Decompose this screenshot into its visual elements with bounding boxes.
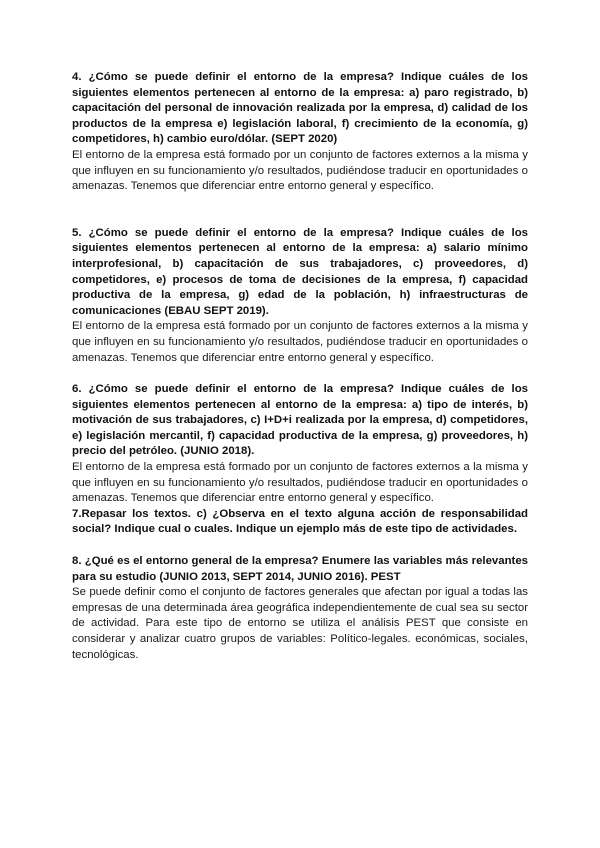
- question-block-5: [72, 226, 528, 366]
- document-page: [72, 70, 528, 663]
- question-block-6: [72, 382, 528, 507]
- answer-8-text: Se puede definir como el conjunto de factores generales que afectan por igual a todas las empresas de una determinada área geográfica independientemente de cual sea su sector de actividad. Para este tipo de entorno se utiliza el análisis PEST que consiste en considerar y analizar cuatro grupos de variables: Político-legales. económicas, sociales, tecnológicas.: [72, 586, 528, 661]
- answer-5-text: El entorno de la empresa está formado por un conjunto de factores externos a la misma y que influyen en su funcionamiento y/o resultados, pudiéndose traducir en oportunidades o amenazas. Tenemos que diferenciar entre entorno general y específico.: [72, 320, 528, 364]
- question-block-4: [72, 70, 528, 195]
- answer-6-text: El entorno de la empresa está formado por un conjunto de factores externos a la misma y que influyen en su funcionamiento y/o resultados, pudiéndose traducir en oportunidades o amenazas. Tenemos que diferenciar entre entorno general y específico.: [72, 461, 528, 505]
- question-block-8: [72, 554, 528, 663]
- question-7-text: 7.Repasar los textos. c) ¿Observa en el texto alguna acción de responsabilidad social? Indique cual o cuales. Indique un ejemplo más de este tipo de actividades.: [72, 507, 528, 536]
- question-6-text: 6. ¿Cómo se puede definir el entorno de la empresa? Indique cuáles de los siguientes elementos pertenecen al entorno de la empresa: a) tipo de interés, b) motivación de sus trabajadores, c) I+D+i realizada por la empresa, d) competidores, e) legislación mercantil, f) capacidad productiva de la empresa, g) proveedores, h) precio del petróleo. (JUNIO 2018).: [72, 383, 528, 458]
- question-block-7: [72, 507, 528, 538]
- question-8-text: 8. ¿Qué es el entorno general de la empresa? Enumere las variables más relevantes para su estudio (JUNIO 2013, SEPT 2014, JUNIO 2016). PEST: [72, 555, 528, 583]
- answer-4-text: El entorno de la empresa está formado por un conjunto de factores externos a la misma y que influyen en su funcionamiento y/o resultados, pudiéndose traducir en oportunidades o amenazas. Tenemos que diferenciar entre entorno general y específico.: [72, 148, 528, 193]
- question-4-text: 4. ¿Cómo se puede definir el entorno de la empresa? Indique cuáles de los siguientes elementos pertenecen al entorno de la empresa: a) paro registrado, b) capacitación del personal de innovación realizada por la empresa, d) calidad de los productos de la empresa e) legislación laboral, f) crecimiento de la economía, g) competidores, h) cambio euro/dólar. (SEPT 2020): [72, 71, 528, 146]
- question-5-text: 5. ¿Cómo se puede definir el entorno de la empresa? Indique cuáles de los siguientes elementos pertenecen al entorno de la empresa: a) salario mínimo interprofesional, b) capacitación de sus trabajadores, c) proveedores, d) competidores, e) procesos de toma de decisiones de la empresa, f) capacidad productiva de la empresa, g) edad de la población, h) infraestructuras de comunicaciones (EBAU SEPT 2019).: [72, 226, 528, 317]
